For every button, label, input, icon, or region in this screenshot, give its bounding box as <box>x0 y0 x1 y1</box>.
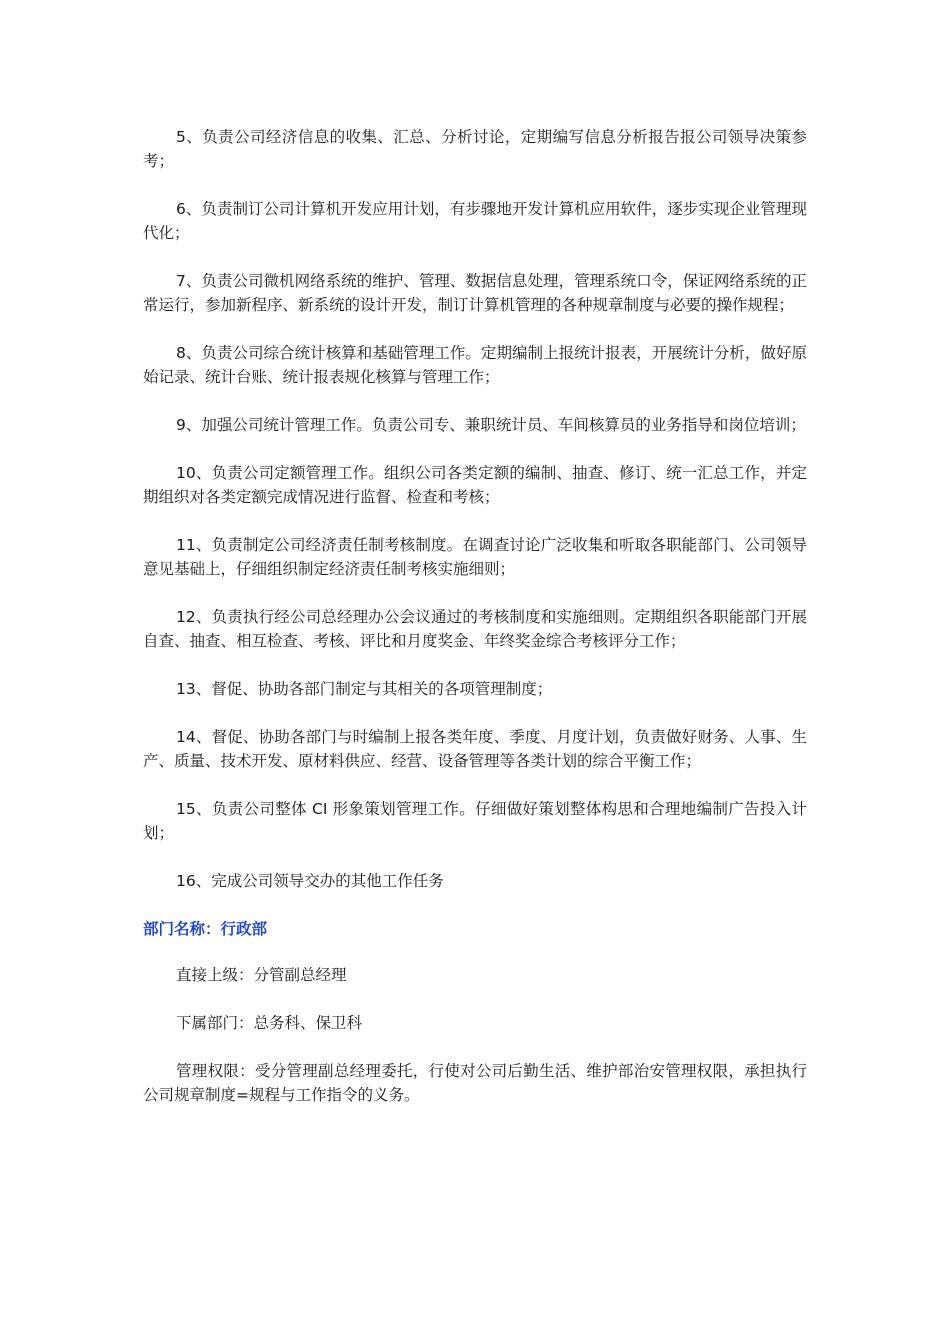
duty-item-9: 9、加强公司统计管理工作。负责公司专、兼职统计员、车间核算员的业务指导和岗位培训； <box>176 416 806 434</box>
duty-item-7: 7、负责公司微机网络系统的维护、管理、数据信息处理，管理系统口令，保证网络系统的正常运行，参加新程序、新系统的设计开发，制订计算机管理的各种规章制度与必要的操作规程； <box>143 272 807 314</box>
document-body <box>143 125 807 1131</box>
duty-item-11: 11、负责制定公司经济责任制考核制度。在调查讨论广泛收集和听取各职能部门、公司领导意见基础上，仔细组织制定经济责任制考核实施细则； <box>143 536 807 578</box>
duty-item-5: 5、负责公司经济信息的收集、汇总、分析讨论，定期编写信息分析报告报公司领导决策参考； <box>143 128 807 170</box>
duty-item-13: 13、督促、协助各部门制定与其相关的各项管理制度； <box>176 680 553 698</box>
duty-item-16: 16、完成公司领导交办的其他工作任务 <box>176 872 444 890</box>
duty-item-8: 8、负责公司综合统计核算和基础管理工作。定期编制上报统计报表，开展统计分析，做好原始记录、统计台账、统计报表规化核算与管理工作； <box>143 344 807 386</box>
duty-item-15: 15、负责公司整体 CI 形象策划管理工作。仔细做好策划整体构思和合理地编制广告投入计划； <box>143 800 807 842</box>
duty-item-6: 6、负责制订公司计算机开发应用计划，有步骤地开发计算机应用软件，逐步实现企业管理现代化； <box>143 200 807 242</box>
duty-item-14: 14、督促、协助各部门与时编制上报各类年度、季度、月度计划，负责做好财务、人事、生产、质量、技术开发、原材料供应、经营、设备管理等各类计划的综合平衡工作； <box>143 728 807 770</box>
duty-item-12: 12、负责执行经公司总经理办公会议通过的考核制度和实施细则。定期组织各职能部门开展自查、抽查、相互检查、考核、评比和月度奖金、年终奖金综合考核评分工作； <box>143 608 807 650</box>
department-heading: 部门名称：行政部 <box>143 920 268 938</box>
department-superior: 直接上级：分管副总经理 <box>176 966 347 984</box>
department-subordinates: 下属部门：总务科、保卫科 <box>176 1014 363 1032</box>
department-authority: 管理权限：受分管理副总经理委托，行使对公司后勤生活、维护部治安管理权限，承担执行公司规章制度=规程与工作指令的义务。 <box>143 1062 807 1104</box>
duty-item-10: 10、负责公司定额管理工作。组织公司各类定额的编制、抽查、修订、统一汇总工作，并定期组织对各类定额完成情况进行监督、检查和考核； <box>143 464 807 506</box>
